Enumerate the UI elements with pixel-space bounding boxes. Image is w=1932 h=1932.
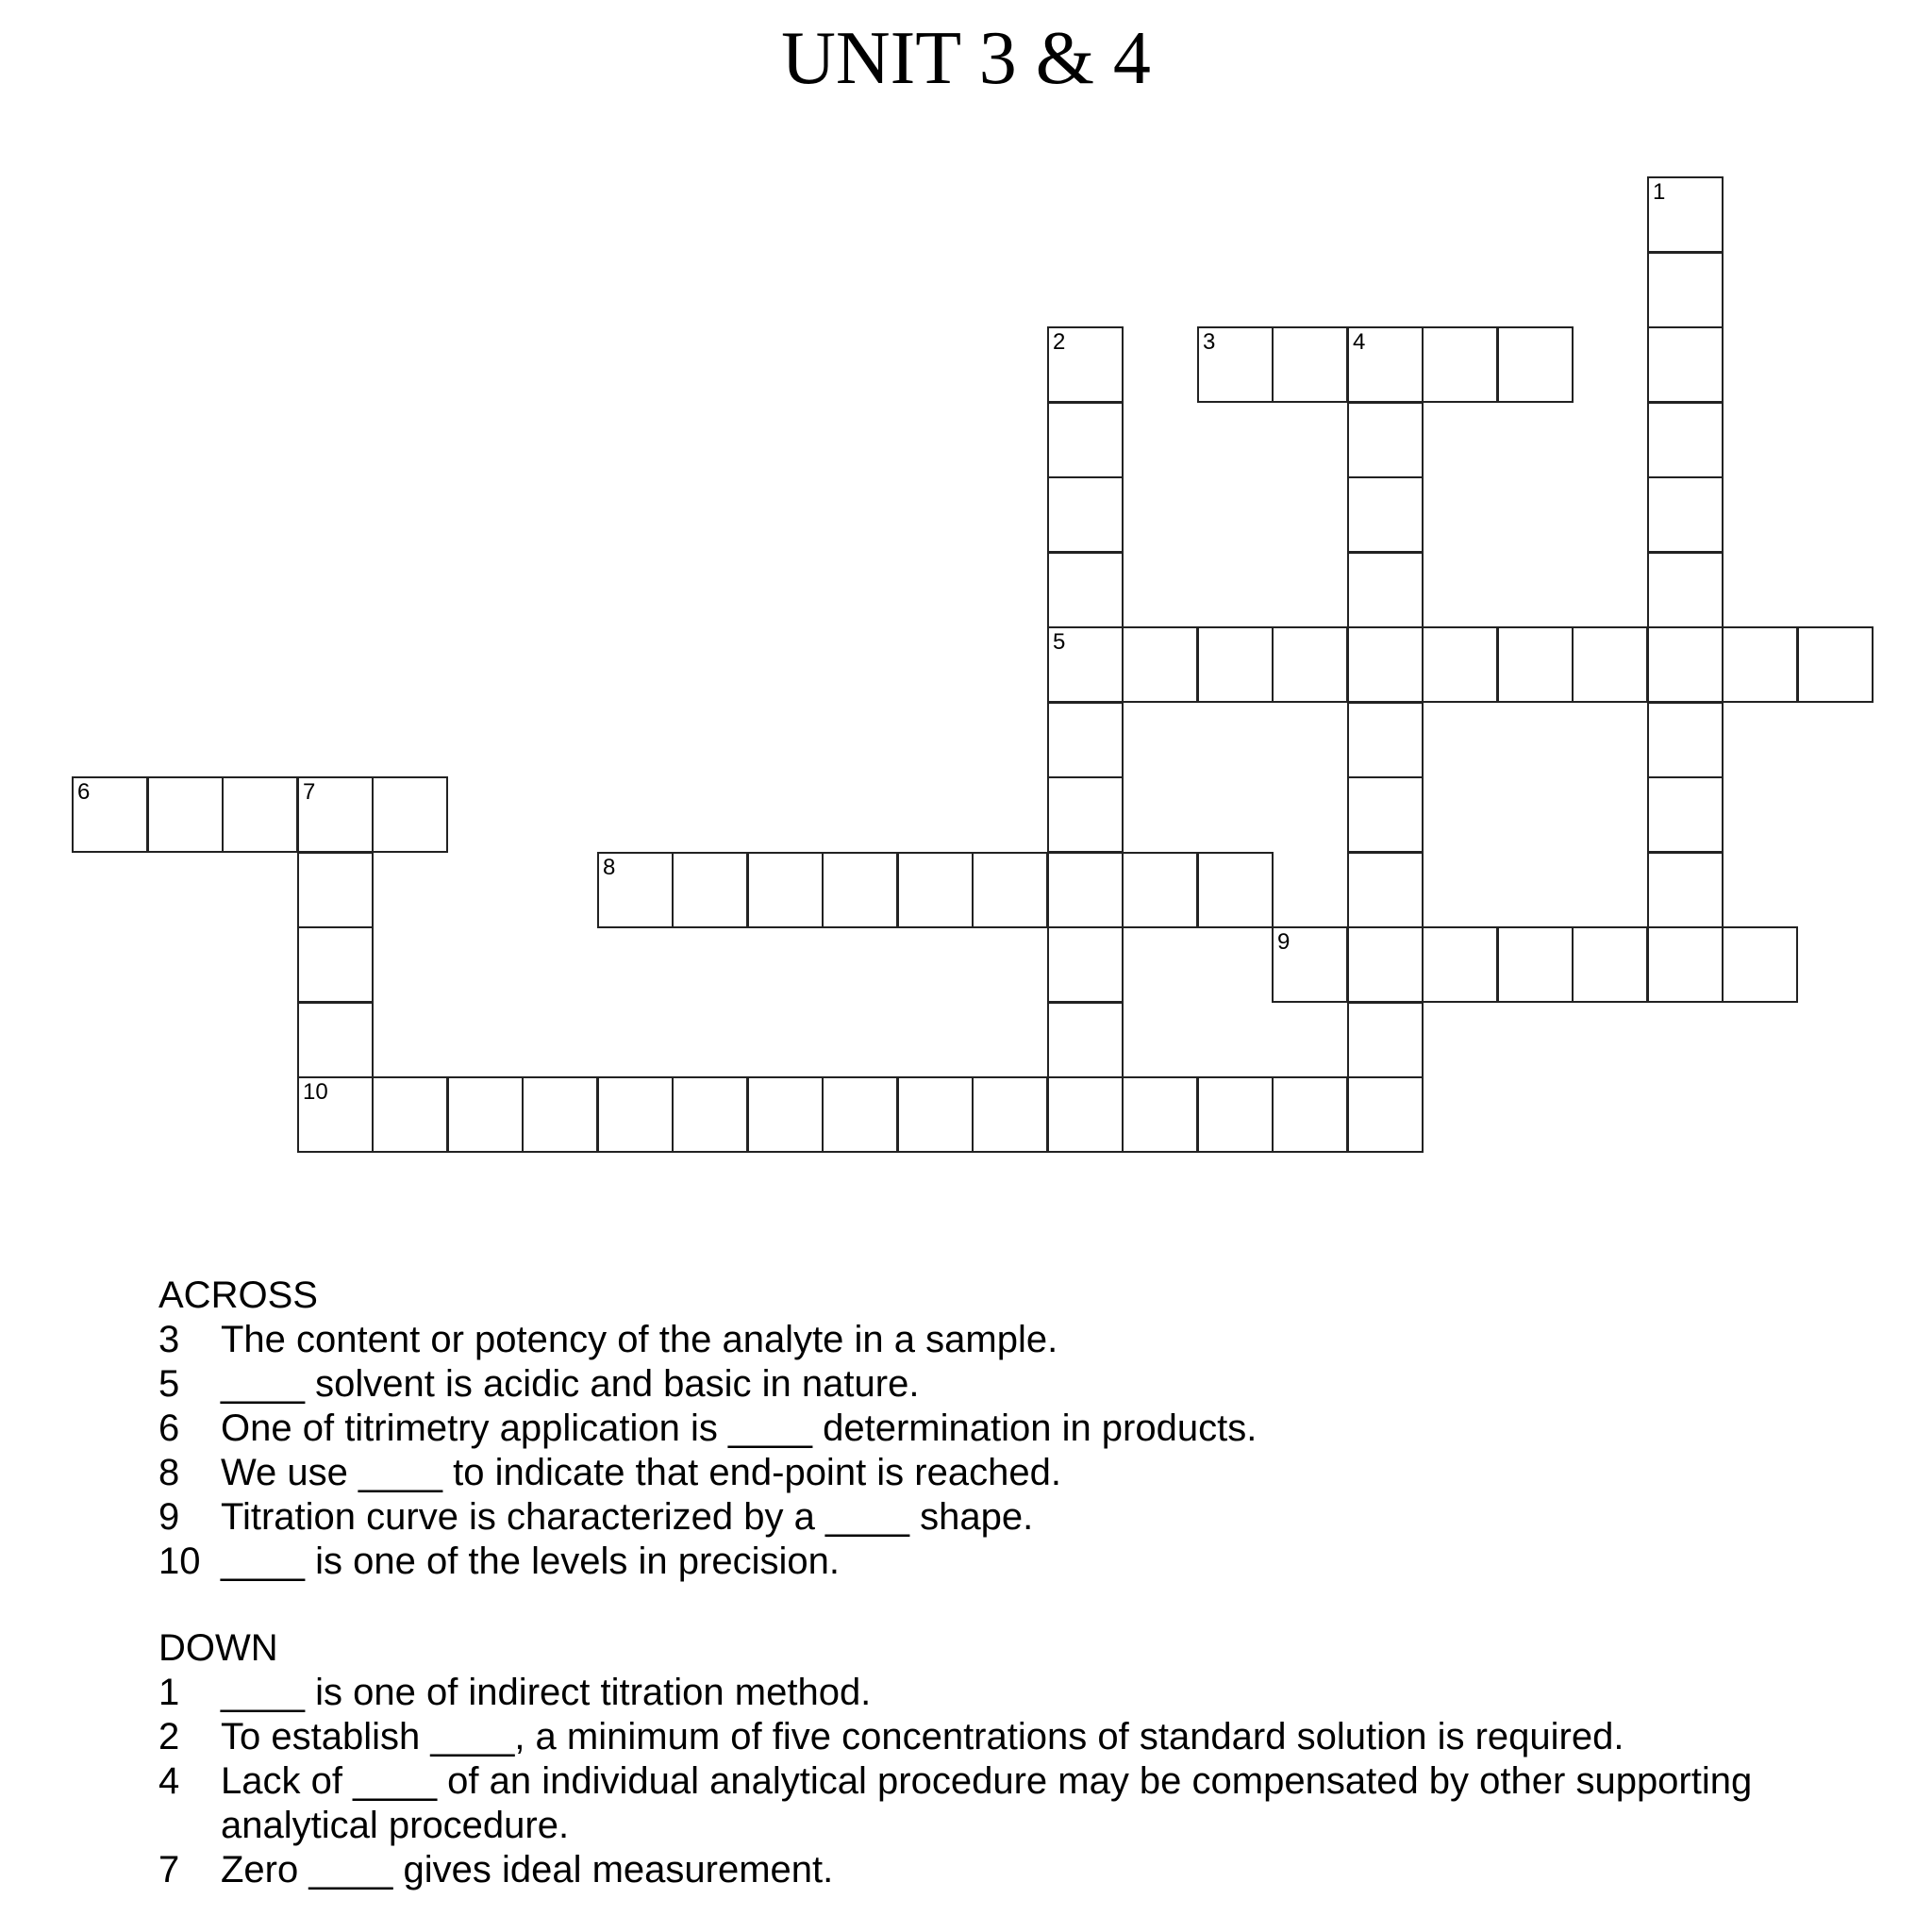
crossword-cell[interactable] — [1572, 926, 1648, 1003]
crossword-cell[interactable] — [1647, 702, 1724, 778]
crossword-cell[interactable] — [1197, 1076, 1274, 1153]
clue-text: ____ solvent is acidic and basic in nature. — [221, 1363, 920, 1405]
crossword-cell[interactable] — [672, 852, 748, 928]
crossword-cell[interactable] — [1347, 1002, 1424, 1078]
clue-text: The content or potency of the analyte in a sample. — [221, 1319, 1058, 1360]
clue-number-label: 9 — [1277, 929, 1291, 955]
across-heading: ACROSS — [158, 1274, 318, 1316]
down-heading: DOWN — [158, 1627, 278, 1669]
crossword-cell[interactable] — [1497, 626, 1574, 703]
crossword-cell[interactable] — [1647, 926, 1724, 1003]
crossword-cell[interactable] — [1047, 776, 1124, 853]
clue-text: Titration curve is characterized by a ____ shape. — [221, 1496, 1034, 1538]
clue-number: 5 — [158, 1363, 180, 1405]
crossword-cell[interactable] — [1197, 852, 1274, 928]
across-clues — [158, 1274, 1913, 1584]
crossword-cell[interactable] — [897, 852, 974, 928]
crossword-cell[interactable] — [1722, 626, 1798, 703]
clue-number: 1 — [158, 1672, 180, 1713]
clue-number-label: 5 — [1053, 629, 1066, 655]
clue-number: 8 — [158, 1452, 180, 1493]
crossword-cell[interactable] — [297, 852, 374, 928]
crossword-cell[interactable] — [297, 776, 374, 853]
clue-number: 7 — [158, 1849, 180, 1890]
clue-number: 4 — [158, 1760, 180, 1802]
clue-text: Lack of ____ of an individual analytical procedure may be compensated by other supporting analytical procedure. — [221, 1760, 1753, 1846]
crossword-cell[interactable] — [1047, 326, 1124, 403]
crossword-cell[interactable] — [972, 852, 1048, 928]
crossword-cell[interactable] — [1047, 702, 1124, 778]
crossword-cell[interactable] — [1647, 852, 1724, 928]
across-clue — [158, 1407, 1913, 1451]
crossword-cell[interactable] — [1047, 926, 1124, 1003]
crossword-cell[interactable] — [1647, 776, 1724, 853]
crossword-cell[interactable] — [1272, 926, 1348, 1003]
crossword-cell[interactable] — [372, 1076, 448, 1153]
down-clue — [158, 1671, 1913, 1715]
clue-number-label: 6 — [77, 779, 91, 805]
crossword-cell[interactable] — [1347, 626, 1424, 703]
crossword-cell[interactable] — [1272, 1076, 1348, 1153]
crossword-cell[interactable] — [1347, 326, 1424, 403]
crossword-cell[interactable] — [1272, 626, 1348, 703]
crossword-cell[interactable] — [522, 1076, 598, 1153]
crossword-cell[interactable] — [1347, 852, 1424, 928]
clue-text: To establish ____, a minimum of five concentrations of standard solution is required. — [221, 1716, 1624, 1757]
crossword-cell[interactable] — [1197, 326, 1274, 403]
clue-number: 9 — [158, 1496, 180, 1538]
clue-number-label: 4 — [1353, 329, 1366, 355]
page-title: UNIT 3 & 4 — [781, 17, 1151, 100]
clue-number-label: 7 — [303, 779, 316, 805]
clue-number-label: 3 — [1203, 329, 1216, 355]
clue-number-label: 8 — [603, 855, 616, 880]
crossword-cell[interactable] — [1647, 626, 1724, 703]
crossword-cell[interactable] — [1422, 926, 1498, 1003]
crossword-cell[interactable] — [1347, 402, 1424, 478]
crossword-cell[interactable] — [1647, 176, 1724, 253]
across-clue — [158, 1451, 1913, 1495]
crossword-cell[interactable] — [1347, 702, 1424, 778]
clue-text: ____ is one of indirect titration method. — [221, 1672, 872, 1713]
clue-text: One of titrimetry application is ____ determination in products. — [221, 1407, 1257, 1449]
crossword-cell[interactable] — [1347, 552, 1424, 628]
crossword-cell[interactable] — [597, 852, 674, 928]
down-clues — [158, 1626, 1913, 1892]
clue-number: 10 — [158, 1541, 201, 1582]
clue-number-label: 10 — [303, 1079, 328, 1105]
crossword-cell[interactable] — [1197, 626, 1274, 703]
clue-text: We use ____ to indicate that end-point is reached. — [221, 1452, 1061, 1493]
crossword-cell[interactable] — [1047, 402, 1124, 478]
crossword-cell[interactable] — [1422, 626, 1498, 703]
crossword-cell[interactable] — [1047, 552, 1124, 628]
crossword-cell[interactable] — [1272, 326, 1348, 403]
down-clue — [158, 1848, 1913, 1892]
crossword-cell[interactable] — [822, 852, 898, 928]
clue-number-label: 1 — [1653, 179, 1666, 205]
crossword-cell[interactable] — [1122, 1076, 1198, 1153]
crossword-cell[interactable] — [897, 1076, 974, 1153]
clue-text: Zero ____ gives ideal measurement. — [221, 1849, 834, 1890]
crossword-cell[interactable] — [297, 1076, 374, 1153]
crossword-cell[interactable] — [1347, 926, 1424, 1003]
crossword-cell[interactable] — [1497, 926, 1574, 1003]
crossword-cell[interactable] — [597, 1076, 674, 1153]
down-clue — [158, 1759, 1913, 1848]
crossword-cell[interactable] — [1647, 402, 1724, 478]
crossword-cell[interactable] — [972, 1076, 1048, 1153]
crossword-cell[interactable] — [822, 1076, 898, 1153]
crossword-cell[interactable] — [1347, 776, 1424, 853]
crossword-cell[interactable] — [1347, 1076, 1424, 1153]
crossword-cell[interactable] — [1722, 926, 1798, 1003]
crossword-cell[interactable] — [1047, 852, 1124, 928]
crossword-cell[interactable] — [1122, 626, 1198, 703]
crossword-cell[interactable] — [1047, 1076, 1124, 1153]
crossword-cell[interactable] — [747, 852, 824, 928]
crossword-cell[interactable] — [222, 776, 298, 853]
across-clue — [158, 1540, 1913, 1584]
crossword-cell[interactable] — [1647, 476, 1724, 553]
crossword-cell[interactable] — [1572, 626, 1648, 703]
across-clue — [158, 1495, 1913, 1540]
crossword-cell[interactable] — [447, 1076, 524, 1153]
clue-text: ____ is one of the levels in precision. — [221, 1541, 840, 1582]
crossword-cell[interactable] — [1047, 476, 1124, 553]
crossword-cell[interactable] — [1047, 626, 1124, 703]
across-clue — [158, 1362, 1913, 1407]
crossword-cell[interactable] — [1497, 326, 1574, 403]
clue-number: 6 — [158, 1407, 180, 1449]
crossword-cell[interactable] — [1647, 326, 1724, 403]
crossword-cell[interactable] — [1422, 326, 1498, 403]
crossword-cell[interactable] — [1647, 252, 1724, 328]
clue-number-label: 2 — [1053, 329, 1066, 355]
crossword-cell[interactable] — [72, 776, 148, 853]
crossword-cell[interactable] — [297, 926, 374, 1003]
crossword-cell[interactable] — [372, 776, 448, 853]
down-clue — [158, 1715, 1913, 1759]
crossword-cell[interactable] — [1347, 476, 1424, 553]
crossword-cell[interactable] — [747, 1076, 824, 1153]
crossword-cell[interactable] — [1647, 552, 1724, 628]
crossword-cell[interactable] — [1122, 852, 1198, 928]
crossword-cell[interactable] — [672, 1076, 748, 1153]
crossword-cell[interactable] — [147, 776, 224, 853]
crossword-cell[interactable] — [297, 1002, 374, 1078]
crossword-cell[interactable] — [1797, 626, 1874, 703]
clue-number: 3 — [158, 1319, 180, 1360]
crossword-cell[interactable] — [1047, 1002, 1124, 1078]
across-clue — [158, 1318, 1913, 1362]
clue-number: 2 — [158, 1716, 180, 1757]
